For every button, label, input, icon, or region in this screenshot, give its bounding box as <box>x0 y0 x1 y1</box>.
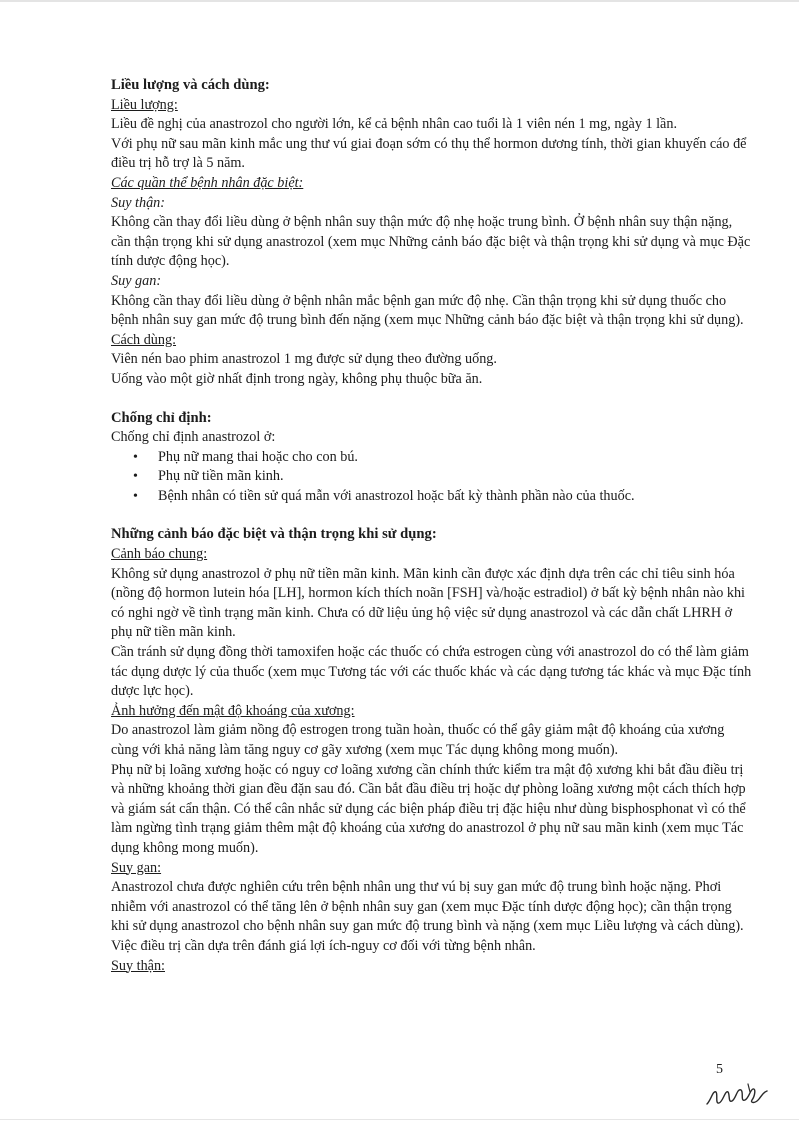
signature-icon <box>703 1078 773 1112</box>
list-item: • Bệnh nhân có tiền sử quá mẫn với anastrozol hoặc bất kỳ thành phần nào của thuốc. <box>158 487 753 507</box>
subheading-administration: Cách dùng: <box>111 331 177 348</box>
section-spacer <box>111 390 753 409</box>
section-spacer <box>111 506 753 525</box>
page-number: 5 <box>716 1062 723 1077</box>
paragraph-bone-density-1: Do anastrozol làm giảm nồng độ estrogen trong tuần hoàn, thuốc có thể gây giảm mật độ khoáng của xương cùng với khả năng làm tăng nguy cơ gãy xương (xem mục Tác dụng không mong muốn). <box>111 722 725 758</box>
paragraph-administration-2: Uống vào một giờ nhất định trong ngày, không phụ thuộc bữa ăn. <box>111 370 483 387</box>
paragraph-contraindications-intro: Chống chỉ định anastrozol ở: <box>111 429 276 446</box>
label-renal-impairment: Suy thận: <box>111 194 165 211</box>
subheading-bone-density: Ảnh hưởng đến mật độ khoáng của xương: <box>111 702 355 719</box>
scan-edge-top <box>0 0 799 2</box>
heading-warnings-precautions: Những cảnh báo đặc biệt và thận trọng khi sử dụng: <box>111 526 437 543</box>
paragraph-general-warnings-2: Cần tránh sử dụng đồng thời tamoxifen hoặc các thuốc có chứa estrogen cùng với anastrozol do có thể làm giảm tác dụng dược lý của thuốc (xem mục Tương tác với các thuốc khác và các dạng tương tác khác và mục Đặc tính dược lực học). <box>111 644 752 700</box>
list-item: • Phụ nữ tiền mãn kinh. <box>158 467 753 487</box>
paragraph-administration-1: Viên nén bao phim anastrozol 1 mg được sử dụng theo đường uống. <box>111 351 497 368</box>
paragraph-renal-impairment: Không cần thay đổi liều dùng ở bệnh nhân suy thận mức độ nhẹ hoặc trung bình. Ở bệnh nhân suy thận nặng, cần thận trọng khi sử dụng anastrozol (xem mục Những cảnh báo đặc biệt và thận trọng khi sử dụng và mục Đặc tính dược động học). <box>111 214 751 270</box>
paragraph-hepatic-warning: Anastrozol chưa được nghiên cứu trên bệnh nhân ung thư vú bị suy gan mức độ trung bình hoặc nặng. Phơi nhiễm với anastrozol có thể tăng lên ở bệnh nhân suy gan (xem mục Đặc tính dược động học); cần thận trọng khi sử dụng anastrozol cho bệnh nhân suy gan mức độ trung bình và nặng (xem mục Liều lượng và cách dùng). Việc điều trị cần dựa trên đánh giá lợi ích-nguy cơ đối với từng bệnh nhân. <box>111 879 744 954</box>
paragraph-dosage-1: Liều đề nghị của anastrozol cho người lớn, kể cả bệnh nhân cao tuổi là 1 viên nén 1 mg, ngày 1 lần. <box>111 116 677 133</box>
document-body <box>111 76 753 976</box>
subheading-dosage: Liều lượng: <box>111 96 178 113</box>
contraindications-list <box>111 448 753 507</box>
subheading-renal-warning: Suy thận: <box>111 957 165 974</box>
list-item: • Phụ nữ mang thai hoặc cho con bú. <box>158 448 753 468</box>
subheading-hepatic-warning: Suy gan: <box>111 859 162 876</box>
paragraph-bone-density-2: Phụ nữ bị loãng xương hoặc có nguy cơ loãng xương cần chính thức kiểm tra mật độ xương khi bắt đầu điều trị và những khoảng thời gian đều đặn sau đó. Cần bắt đầu điều trị hoặc dự phòng loãng xương một cách thích hợp và giám sát cẩn thận. Có thể cân nhắc sử dụng các biện pháp điều trị đặc hiệu như dùng bisphosphonat vì có thể làm ngừng tình trạng giảm thêm mật độ khoáng của xương do anastrozol ở phụ nữ sau mãn kinh (xem mục Tác dụng không mong muốn). <box>111 761 746 856</box>
heading-contraindications: Chống chỉ định: <box>111 409 212 426</box>
label-hepatic-impairment: Suy gan: <box>111 272 162 289</box>
paragraph-dosage-2: Với phụ nữ sau mãn kinh mắc ung thư vú giai đoạn sớm có thụ thể hormon dương tính, thời gian khuyến cáo để điều trị hỗ trợ là 5 năm. <box>111 135 747 172</box>
subheading-special-populations: Các quần thể bệnh nhân đặc biệt: <box>111 174 304 191</box>
scan-edge-bottom <box>0 1119 799 1120</box>
paragraph-general-warnings-1: Không sử dụng anastrozol ở phụ nữ tiền mãn kinh. Mãn kinh cần được xác định dựa trên các chỉ tiêu sinh hóa (nồng độ hormon lutein hóa [LH], hormon kích thích noãn [FSH] và/hoặc estradiol) ở bất kỳ bệnh nhân nào khi có nghi ngờ về tình trạng mãn kinh. Chưa có dữ liệu ủng hộ việc sử dụng anastrozol và các dẫn chất LHRH ở phụ nữ tiền mãn kinh. <box>111 565 745 641</box>
heading-dosage-administration: Liều lượng và cách dùng: <box>111 77 270 93</box>
subheading-general-warnings: Cảnh báo chung: <box>111 546 208 563</box>
paragraph-hepatic-impairment: Không cần thay đổi liều dùng ở bệnh nhân mắc bệnh gan mức độ nhẹ. Cần thận trọng khi sử dụng thuốc cho bệnh nhân suy gan mức độ trung bình đến nặng (xem mục Những cảnh báo đặc biệt và thận trọng khi sử dụng). <box>111 292 744 329</box>
